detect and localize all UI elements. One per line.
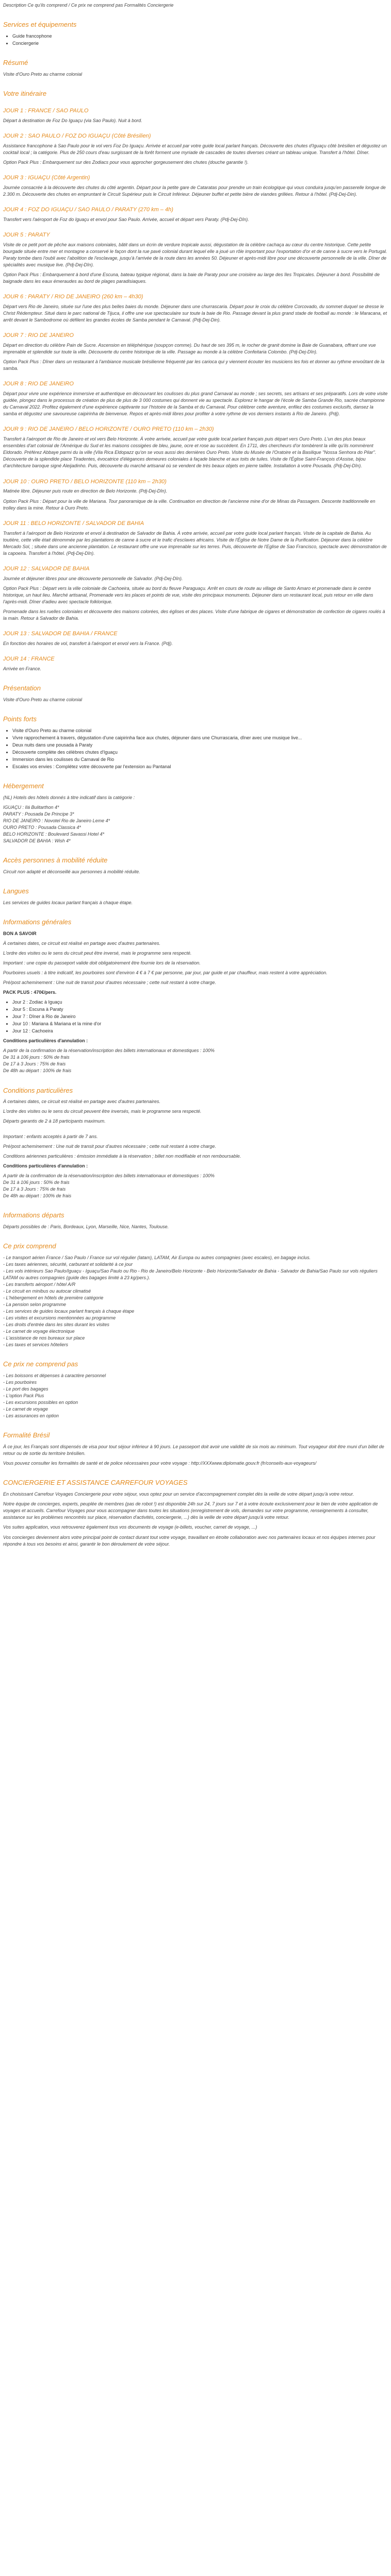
- list-item: - Le transport aérien France / Sao Paulo / France sur vol régulier (latam), LATAM, Air Europa ou autres compagnies (avec escales), en bagage inclus.: [3, 1255, 311, 1260]
- list-item: • Visite d'Ouro Preto au charme colonial: [12, 727, 388, 734]
- day-title: JOUR 3 : IGUAÇU (Côté Argentin): [3, 174, 90, 181]
- day-title: JOUR 5 : PARATY: [3, 231, 50, 238]
- day-description: Visite de ce petit port de pêche aux maisons coloniales, bâtit dans un écrin de verdure tropicale aussi, dégustation de la célèbre cachaça au cœur du centre historique. Cette petite bourgade située entre mer et montagne a conservé le façon dont la rue pavé colonial durant lequel elle a joué un rôle important pour l'exportation d'or et de canne à sucre vers le Portugal. Paraty tombe dans l'oubli avec l'abolition de l'esclavage, jusqu'à l'arrivée de la route dans les années 50. Déjeuner et après-midi libre pour une découverte personnelle de la ville. Dîner de spécialités avec musique live. (Pdj-Dej-Dîn).: [3, 242, 387, 267]
- conditions-paragraph: À certaines dates, ce circuit est réalisé en partage avec d'autres partenaires.: [3, 1099, 160, 1105]
- day-description: Départ pour vivre une expérience immersive et authentique en découvrant les coulisses du plus grand Carnaval au monde ; ses secrets, ses artisans et ses préparatifs. Lors de votre visite guidée, plongez dans le processus de création de plus de plus de 3 000 costumes qui donnent vie au spectacle. Explorez le hangar de l'école de Samba Grande Rio, sacrée championne du Carnaval 2022. Profitez également d'une expérience captivante sur l'histoire de la Samba et du Carnaval. Pour célébrer cette aventure, enfilez des costumes exclusifs, dansez la samba et dégustez une savoureuse caipirinha de bienvenue. Repos et après-midi libres pour profiter à votre rythme de vos derniers instants à Rio de Janeiro. (Pdj).: [3, 391, 388, 417]
- cancellation-line: De 17 à 3 Jours : 75% de frais: [3, 1186, 66, 1192]
- itinerary-day: [3, 332, 388, 372]
- info-paragraph: Important : une copie du passeport valide doit obligatoirement être fournie lors de la réservation.: [3, 960, 201, 965]
- access-title: Accès personnes à mobilité réduite: [3, 856, 108, 865]
- info-paragraph: L'ordre des visites ou le sens du circuit peut être inversé, mais le programme sera respecté.: [3, 950, 192, 956]
- pack-plus-list: [12, 999, 388, 1035]
- hotel-line: SALVADOR DE BAHIA : Wish 4*: [3, 838, 71, 844]
- day-description: Journée consacrée à la découverte des chutes du côté argentin. Départ pour la petite gare de Cataratas pour prendre un train écologique qui vous conduira jusqu'en passerelle longue de 2.300 m. Découverte des chutes en empruntant le Circuit Supérieur puis le Circuit Inférieur. Déjeuner buffet et petite bière de viandes grillées. Retour à l'hôtel. (Pdj-Dej-Din).: [3, 184, 386, 197]
- cancellation-line: De 48h au départ : 100% de frais: [3, 1193, 72, 1198]
- list-item: - Les visites et excursions mentionnées au programme: [3, 1315, 116, 1321]
- list-item: - Les services de guides locaux parlant français à chaque étape: [3, 1308, 135, 1314]
- list-item: • Escales vos envies : Complétez votre découverte par l'extension au Pantanal: [12, 764, 388, 770]
- resume-title: Résumé: [3, 58, 28, 66]
- hotels-title: Hébergement: [3, 782, 44, 790]
- concierge-paragraph: En choisissant Carrefour Voyages Conciergerie pour votre séjour, vous optez pour un service d'accompagnement complet dès la veille de votre départ jusqu'à votre retour.: [3, 1492, 354, 1497]
- itinerary-day: [3, 132, 388, 166]
- list-item: • Conciergerie: [12, 40, 388, 47]
- list-item: - La pension selon programme: [3, 1301, 67, 1307]
- hotel-line: PARATY : Pousada De Principe 3*: [3, 811, 74, 817]
- day-description: Option Pack Plus : Départ pour la ville de Mariana. Tour panoramique de la ville. Continuation en direction de l'ancienne mine d'or de Minas da Passagem. Descente traditionnelle en trolley dans la mine. Retour à Ouro Preto.: [3, 498, 376, 511]
- day-description: Transfert à l'aéroport de Belo Horizonte et envol à destination de Salvador de Bahia. À votre arrivée, accueil par votre guide local parlant français. Visite de la capitale de Bahia. Au toutière, cette ville était dénommée par les plantations de canne à sucre et le trafic d'esclaves africains. Visite de l'Église de Notre Dame de la Purification. Déjeuner dans la célèbre Mercado Sol, ; située dans une ancienne plantation. Le restaurant offre une vue imprenable sur les terres. Puis, découverte de l'Eglise de Sao Francisco, spectacle avec démonstration de la capoeira. Transfert à l'hôtel. (Pdj-Dej-Dîn).: [3, 530, 387, 556]
- cancellation-line: De 48h au départ : 100% de frais: [3, 1068, 72, 1074]
- resume-text: Visite d'Ouro Preto au charme colonial: [3, 71, 83, 77]
- list-item: - Le port des bagages: [3, 1386, 48, 1392]
- list-item: - Les pourboires: [3, 1380, 37, 1385]
- day-description: Transfert à l'aéroport de Rio de Janeiro et vol vers Belo Horizonte. À votre arrivée, accueil par votre guide local parlant français puis départ vers Ouro Preto. L'un des plus beaux ensembles d'art colonial de l'Amérique du Sud et les maisons cossigées de bleu, jaune, ocre et rose au succédent. En 1711, des chercheurs d'or tombèrent la ville qu'ils nommèrent Eldorado. Préférez Abbaye parmi du la ville (Vila Rica Eldopazz qu'on se vous aussi des dernières Ouro Preto. Visite du Musée de l'Oratoire et la Basilique "Nossa Senhora do Pilar". Découverte de la splendide place Tiradentes, évocatrice d'élégances demeures coloniales à façade blanche et aux toits de tuiles. Visite de l'Église Saint-François d'Assise, bijou d'architecture baroque signé Aleijadinho. Puis, découverte du marché artisanal où se vendent de très beaux objets en pierre taillée. Installation à votre Pousada. (Pdj-Dej-Dîn).: [3, 436, 377, 469]
- list-item: • Jour 5 : Escuna à Paraty: [12, 1006, 388, 1013]
- info-paragraph: À certaines dates, ce circuit est réalisé en partage avec d'autres partenaires.: [3, 940, 160, 946]
- day-description: Matinée libre. Déjeuner puis route en direction de Belo Horizonte. (Pdj-Dej-Dîn).: [3, 488, 168, 494]
- conditions-paragraph: Important : enfants acceptés à partir de 7 ans.: [3, 1133, 98, 1139]
- day-title: JOUR 10 : OURO PRETO / BELO HORIZONTE (110 km – 2h30): [3, 478, 167, 485]
- list-item: - Le carnet de voyage: [3, 1406, 48, 1412]
- highlights-list: [12, 727, 388, 770]
- list-item: • Guide francophone: [12, 33, 388, 40]
- list-item: • Découverte complète des célèbres chutes d'Iguaçu: [12, 749, 388, 756]
- itinerary-day: [3, 655, 388, 672]
- list-item: - L'option Pack Plus: [3, 1393, 44, 1399]
- list-item: - L'assistance de nos bureaux sur place: [3, 1335, 85, 1341]
- general-info-title: Informations générales: [3, 918, 72, 926]
- list-item: - Les taxes aériennes, sécurité, carburant et solidarité à ce jour: [3, 1261, 133, 1267]
- list-item: • Immersion dans les coulisses du Carnaval de Rio: [12, 756, 388, 763]
- list-item: - Les assurances en option: [3, 1413, 59, 1419]
- day-title: JOUR 14 : FRANCE: [3, 655, 55, 662]
- itinerary-day: [3, 174, 388, 198]
- cancellation-title: Conditions particulières d'annulation :: [3, 1038, 88, 1044]
- list-item: - Les excursions possibles en option: [3, 1400, 78, 1405]
- list-item: - Les transferts aéroport / hôtel A/R: [3, 1281, 76, 1287]
- day-description: Option Pack Plus : Embarquement à bord d'une Escuna, bateau typique régional, dans la baie de Paraty pour une croisière au large des îles Tropicales. Déjeuner à bord. Possibilité de baignade dans les eaux émeraudes au bord de plages paradisiaques.: [3, 272, 380, 284]
- day-title: JOUR 8 : RIO DE JANEIRO: [3, 381, 74, 387]
- services-title: Services et équipements: [3, 21, 77, 29]
- concierge-paragraph: Vos concierges deviennent alors votre principal point de contact durant tout votre voyage, travaillant en étroite collaboration avec nos partenaires locaux et nos équipes internes pour répondre à tous vos besoins et ainsi, garantir le bon déroulement de votre séjour.: [3, 1534, 376, 1547]
- list-item: • Jour 10 : Mariana & Mariana et la mine d'or: [12, 1021, 388, 1027]
- not-included-title: Ce prix ne comprend pas: [3, 1360, 78, 1368]
- list-item: • Vivre rapprochement à travers, dégustation d'une caipirinha face aux chutes, déjeuner dans une Churrascaria, dîner avec une musique live...: [12, 735, 388, 741]
- day-title: JOUR 9 : RIO DE JANEIRO / BELO HORIZONTE / OURO PRETO (110 km – 2h30): [3, 426, 214, 433]
- day-description: En fonction des horaires de vol, transfert à l'aéroport et envol vers la France. (Pdj).: [3, 640, 173, 646]
- day-description: Option Pack Plus : Embarquement sur des Zodiacs pour vous approcher gorgeusement des chutes (douche garantie !).: [3, 159, 249, 165]
- info-paragraph: Pourboires usuels : à titre indicatif, les pourboires sont d'environ 4 € à 7 € par personne, par jour, par guide et par chauffeur, mais restent à votre appréciation.: [3, 970, 328, 975]
- hotel-line: RIO DE JANEIRO : Novotel Rio de Janeiro Leme 4*: [3, 818, 110, 823]
- day-description: Départ en direction du célèbre Pain de Sucre. Ascension en téléphérique (soupçon comme). Du haut de ses 395 m, le rocher de granit domine la Baie de Guanabara, offrant une vue imprenable et splendide sur toute la ville. Découverte du centre historique de la ville. Passage au monde à la célèbre Confeitaria Colombo. (Pdj-Dej-Dîn).: [3, 343, 376, 355]
- day-description: Option Pack Plus : Départ vers la ville coloniale de Cachoeira, située au bord du fleuve Paraguaçu. Arrêt en cours de route au village de Santo Amaro et promenade dans le centre historique, un haut lieu. Marché artisanal, Promenade vers les places et points de vue, visite des principaux monuments. Déjeuner dans un restaurant local, puis retour en ville dans l'après-midi. Dîner d'adieu avec spectacle folklorique.: [3, 585, 373, 604]
- conditions-paragraph: Départs garantis de 2 à 18 participants maximum.: [3, 1118, 106, 1124]
- hotels-intro: (NL) Hotels des hôtels donnés à titre indicatif dans la catégorie :: [3, 794, 135, 800]
- day-description: Journée et déjeuner libres pour une découverte personnelle de Salvador. (Pdj-Dej-Dîn).: [3, 575, 183, 581]
- list-item: - Le circuit en minibus ou autocar climatisé: [3, 1288, 91, 1294]
- day-title: JOUR 6 : PARATY / RIO DE JANEIRO (260 km – 4h30): [3, 294, 143, 300]
- day-title: JOUR 7 : RIO DE JANEIRO: [3, 332, 74, 339]
- list-item: - Les vols intérieurs Sao Paulo/Iguaçu - Iguaçu/Sao Paulo ou Rio - Rio de Janeiro/Belo Horizonte - Belo Horizonte/Salvador de Bahia - Salvador de Bahia/Sao Paulo sur vols réguliers LATAM ou autres compagnies (guide des bagages limité à 23 kg/pers.).: [3, 1268, 378, 1280]
- services-list: [12, 33, 388, 47]
- itinerary-day: [3, 293, 388, 324]
- hotel-line: BELO HORIZONTE : Boulevard Savassi Hotel 4*: [3, 832, 105, 837]
- day-description: Option Pack Plus : Dîner dans un restaurant à l'ambiance musicale brésilienne fréquenté par les carioca qui y viennent écouter les musiciens les fois et donner au rythme envoûtant de la samba.: [3, 359, 385, 371]
- conditions-paragraph: L'ordre des visites ou le sens du circuit peuvent être inversés, mais le programme sera respecté.: [3, 1109, 202, 1114]
- presentation-title: Présentation: [3, 684, 41, 692]
- concierge-paragraph: Notre équipe de concierges, experts, peuplée de membres (pas de robot !) est disponible 24h sur 24, 7 jours sur 7 et à votre écoute exclusivement pour le bien de votre application de voyages et accueils. Carrefour Voyages pour vous accompagner dans toutes les situations (enregistrement de vols, demandes sur votre programme, renseignements à consulter, assistance sur les problèmes rencontrés sur place, réservation d'activités, conciergerie, ...) dès la veille de votre départ jusqu'à votre retour.: [3, 1501, 378, 1520]
- special-conditions-title: Conditions particulières: [3, 1086, 73, 1094]
- included-list: [3, 1255, 388, 1349]
- info-paragraph: Pré/post acheminement : Une nuit de transit pour d'autres nécessaire ; cette nuit restant à votre charge.: [3, 979, 216, 985]
- formalities-paragraph: Vous pouvez consulter les formalités de santé et de police nécessaires pour votre voyage : http://XXXwww.diplomatie.gouv.fr (fr/conseils-aux-voyageurs/: [3, 1461, 317, 1466]
- itinerary-day: [3, 426, 388, 469]
- list-item: - Les boissons et dépenses à caractère personnel: [3, 1373, 106, 1379]
- hotel-line: OURO PRETO : Pousada Classica 4*: [3, 824, 81, 830]
- highlights-title: Points forts: [3, 715, 37, 723]
- pack-plus-title: PACK PLUS : 470€/pers.: [3, 990, 57, 995]
- day-description: Assistance francophone à Sao Paulo pour le vol vers Foz Do Iguaçu. Arrivée et accueil par votre guide local parlant français. Découverte des chutes d'Iguaçu côté brésilien et dégustez un cocktail local ; la catégorie. Plus de 250 cours d'eau surgissant de la forêt forment une myriade de cascades de toutes diverses créant un tableau unique. Transfert à l'hôtel. Dîner.: [3, 143, 387, 155]
- cancellation-list: [3, 1047, 388, 1074]
- concierge-paragraph: Vos suites application, vous retrouverez également tous vos documents de voyage (e-billets, voucher, carnet de voyage, ...): [3, 1524, 257, 1530]
- day-title: JOUR 11 : BELO HORIZONTE / SALVADOR DE BAHIA: [3, 520, 144, 527]
- formalities-title: Formalité Brésil: [3, 1431, 50, 1439]
- itinerary-day: [3, 107, 388, 124]
- list-item: • Jour 12 : Cachoeira: [12, 1028, 388, 1035]
- cancellation-line: De 31 à 106 jours : 50% de frais: [3, 1055, 70, 1060]
- day-description: Départ vers Rio de Janeiro, située sur l'une des plus belles baies du monde. Déjeuner dans une churrascaria. Départ pour le croix du célèbre Corcovado, du sommet duquel se dresse le Christ Rédempteur. Situé dans le parc national de Tijuca, il offre une vue spectaculaire sur toute la baie de Rio. Passage devant la plus grand stade de football au monde : le Maracana, et arrêt devant le Sambodrome où défilent les grandes écoles de Samba pendant le Carnaval. (Pdj-Dej-Din).: [3, 303, 387, 323]
- concierge-title: CONCIERGERIE ET ASSISTANCE CARREFOUR VOYAGES: [3, 1479, 188, 1487]
- cancellation-title: Conditions particulières d'annulation :: [3, 1163, 88, 1168]
- itinerary-title: Votre itinéraire: [3, 89, 47, 97]
- conditions-paragraph: Pré/post acheminement : Une nuit de transit pour d'autres nécessaire ; cette nuit restant à votre charge.: [3, 1143, 216, 1149]
- hotels-list: [3, 804, 388, 844]
- cancellation-line: A partir de la confirmation de la réservation/inscription des billets internationaux et domestiques : 100%: [3, 1048, 215, 1054]
- list-item: - L'hébergement en hôtels de première catégorie: [3, 1295, 104, 1300]
- access-text: Circuit non adapté et déconseillé aux personnes à mobilité réduite.: [3, 869, 140, 874]
- not-included-list: [3, 1372, 388, 1419]
- itinerary-day: [3, 206, 388, 223]
- itinerary-days: [3, 107, 388, 672]
- day-title: JOUR 2 : SAO PAULO / FOZ DO IGUAÇU (Côté Brésilien): [3, 132, 151, 139]
- itinerary-day: [3, 630, 388, 647]
- formalities-paragraph: À ce jour, les Français sont dispensés de visa pour tout séjour inférieur à 90 jours. Le passeport doit avoir une validité de six mois au minimum. Tout voyageur doit être muni d'un billet de retour ou de sortie du territoire brésilien.: [3, 1444, 384, 1456]
- languages-title: Langues: [3, 887, 29, 895]
- list-item: - Les droits d'entrée dans les sites durant les visites: [3, 1322, 109, 1328]
- day-description: Transfert vers l'aéroport de Foz do Iguaçu et envol pour Sao Paulo. Arrivée, accueil et départ vers Paraty. (Pdj-Dej-Dîn).: [3, 216, 249, 222]
- cancellation-line: De 17 à 3 Jours : 75% de frais: [3, 1061, 66, 1067]
- list-item: • Jour 7 : Dîner à Rio de Janeiro: [12, 1013, 388, 1020]
- cancellation-list: [3, 1173, 388, 1199]
- intro-text: Description Ce qu'ils comprend / Ce prix ne comprend pas Formalités Conciergerie: [3, 3, 174, 8]
- itinerary-day: [3, 231, 388, 285]
- languages-text: Les services de guides locaux parlant français à chaque étape.: [3, 900, 133, 905]
- departures-text: Départs possibles de : Paris, Bordeaux, Lyon, Marseille, Nice, Nantes, Toulouse.: [3, 1224, 169, 1229]
- list-item: • Deux nuits dans une pousada à Paraty: [12, 742, 388, 749]
- day-title: JOUR 12 : SALVADOR DE BAHIA: [3, 565, 90, 572]
- day-description: Départ à destination de Foz Do Iguaçu (via Sao Paulo). Nuit à bord.: [3, 117, 142, 123]
- included-title: Ce prix comprend: [3, 1242, 56, 1250]
- general-info-subtitle: BON A SAVOIR: [3, 930, 37, 936]
- list-item: - Les taxes et services hôteliers: [3, 1342, 69, 1348]
- itinerary-day: [3, 565, 388, 622]
- day-title: JOUR 13 : SALVADOR DE BAHIA / FRANCE: [3, 630, 118, 637]
- cancellation-line: A partir de la confirmation de la réservation/inscription des billets internationaux et domestiques : 100%: [3, 1173, 215, 1178]
- day-title: JOUR 1 : FRANCE / SAO PAULO: [3, 107, 89, 114]
- day-title: JOUR 4 : FOZ DO IGUAÇU / SAO PAULO / PARATY (270 km – 4h): [3, 206, 173, 213]
- departures-title: Informations départs: [3, 1211, 64, 1219]
- day-description: Arrivée en France.: [3, 666, 42, 671]
- day-description: Promenade dans les ruelles coloniales et découverte des maisons colorées, des églises et des places. Visite d'une fabrique de cigares et démonstration de confection de cigares roulés à la main. Retour à Salvador de Bahia.: [3, 608, 385, 621]
- itinerary-day: [3, 520, 388, 557]
- itinerary-day: [3, 380, 388, 417]
- hotel-line: IGUAÇU : Ilá Bulitarthon 4*: [3, 804, 59, 810]
- conditions-paragraph: Conditions aériennes particulières : émission immédiate à la réservation ; billet non modifiable et non remboursable.: [3, 1153, 241, 1159]
- itinerary-day: [3, 478, 388, 512]
- presentation-text: Visite d'Ouro Preto au charme colonial: [3, 697, 83, 702]
- list-item: • Jour 2 : Zodiac à Iguaçu: [12, 999, 388, 1006]
- cancellation-line: De 31 à 106 jours : 50% de frais: [3, 1179, 70, 1185]
- list-item: - Le carnet de voyage électronique: [3, 1329, 75, 1334]
